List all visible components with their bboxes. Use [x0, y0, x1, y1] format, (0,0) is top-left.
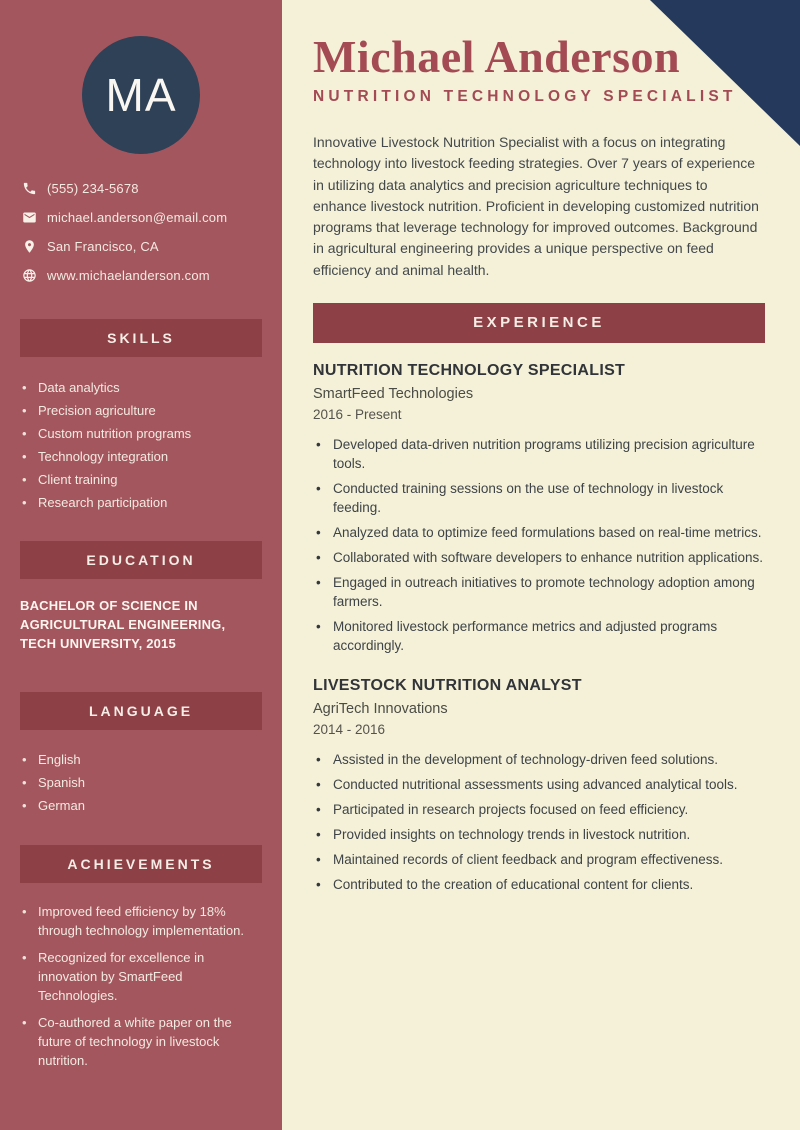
- language-item: • Spanish: [22, 774, 258, 791]
- skill-item: • Client training: [22, 471, 258, 488]
- job-title: LIVESTOCK NUTRITION ANALYST: [313, 677, 582, 695]
- job-bullet: • Participated in research projects focused on feed efficiency.: [313, 800, 765, 819]
- job-bullet: • Assisted in the development of technology-driven feed solutions.: [313, 750, 765, 769]
- achievement-item: • Recognized for excellence in innovation by SmartFeed Technologies.: [22, 948, 258, 1005]
- summary-text: Innovative Livestock Nutrition Specialist with a focus on integrating technology into livestock feeding strategies. Over 7 years of experience in utilizing data analytics and precision agriculture techniques to enhance livestock nutrition. Proficient in developing customized nutrition programs that leverage technology for improved outcomes. Background in agricultural engineering provides a unique perspective on feed efficiency and animal health.: [313, 134, 759, 278]
- contact-text: San Francisco, CA: [47, 238, 159, 254]
- phone-icon: [22, 181, 37, 196]
- main-column: [282, 0, 800, 1130]
- skills-header: SKILLS: [20, 319, 262, 357]
- location-icon: [22, 239, 37, 254]
- job-dates: 2016 - Present: [313, 407, 402, 423]
- job-bullet: • Engaged in outreach initiatives to promote technology adoption among farmers.: [313, 573, 765, 611]
- job-bullet: • Contributed to the creation of educational content for clients.: [313, 875, 765, 894]
- skills-list: [22, 379, 258, 511]
- job-bullet: • Provided insights on technology trends in livestock nutrition.: [313, 825, 765, 844]
- envelope-icon: [22, 210, 37, 225]
- education-header: EDUCATION: [20, 541, 262, 579]
- job-company: SmartFeed Technologies: [313, 386, 474, 403]
- contact-list: [22, 180, 282, 283]
- avatar: [82, 36, 200, 154]
- contact-row: [22, 238, 282, 254]
- language-list: [22, 751, 258, 814]
- achievement-item: • Co-authored a white paper on the future of technology in livestock nutrition.: [22, 1013, 258, 1070]
- job-bullet: • Monitored livestock performance metrics and adjusted programs accordingly.: [313, 617, 765, 655]
- job-entry: [313, 360, 765, 655]
- experience-header: EXPERIENCE: [313, 303, 765, 343]
- achievement-item: • Improved feed efficiency by 18% through technology implementation.: [22, 902, 258, 940]
- job-company: AgriTech Innovations: [313, 701, 448, 718]
- job-bullet: • Conducted nutritional assessments using advanced analytical tools.: [313, 775, 765, 794]
- skill-item: • Research participation: [22, 494, 258, 511]
- education-text: BACHELOR OF SCIENCE IN AGRICULTURAL ENGINEERING, TECH UNIVERSITY, 2015: [20, 598, 226, 651]
- achievements-list: [22, 902, 258, 1070]
- job-dates: 2014 - 2016: [313, 722, 386, 738]
- contact-row: [22, 267, 282, 283]
- job-bullet-list: [313, 435, 765, 655]
- job-bullet-list: [313, 750, 765, 894]
- job-entry: [313, 675, 765, 894]
- sidebar: [0, 0, 282, 1130]
- contact-text: (555) 234-5678: [47, 180, 139, 196]
- contact-row: [22, 180, 282, 196]
- contact-text: www.michaelanderson.com: [47, 267, 210, 283]
- skill-item: • Data analytics: [22, 379, 258, 396]
- job-bullet: • Conducted training sessions on the use of technology in livestock feeding.: [313, 479, 765, 517]
- job-title: NUTRITION TECHNOLOGY SPECIALIST: [313, 362, 626, 380]
- role-title: NUTRITION TECHNOLOGY SPECIALIST: [313, 88, 737, 105]
- skill-item: • Precision agriculture: [22, 402, 258, 419]
- page-title: Michael Anderson: [313, 31, 681, 82]
- globe-icon: [22, 268, 37, 283]
- skill-item: • Technology integration: [22, 448, 258, 465]
- job-bullet: • Collaborated with software developers to enhance nutrition applications.: [313, 548, 765, 567]
- language-item: • English: [22, 751, 258, 768]
- contact-row: [22, 209, 282, 225]
- job-bullet: • Maintained records of client feedback and program effectiveness.: [313, 850, 765, 869]
- avatar-initials: MA: [105, 69, 177, 121]
- job-bullet: • Developed data-driven nutrition programs utilizing precision agriculture tools.: [313, 435, 765, 473]
- contact-text: michael.anderson@email.com: [47, 209, 228, 225]
- skill-item: • Custom nutrition programs: [22, 425, 258, 442]
- language-header: LANGUAGE: [20, 692, 262, 730]
- language-item: • German: [22, 797, 258, 814]
- achievements-header: ACHIEVEMENTS: [20, 845, 262, 883]
- job-bullet: • Analyzed data to optimize feed formulations based on real-time metrics.: [313, 523, 765, 542]
